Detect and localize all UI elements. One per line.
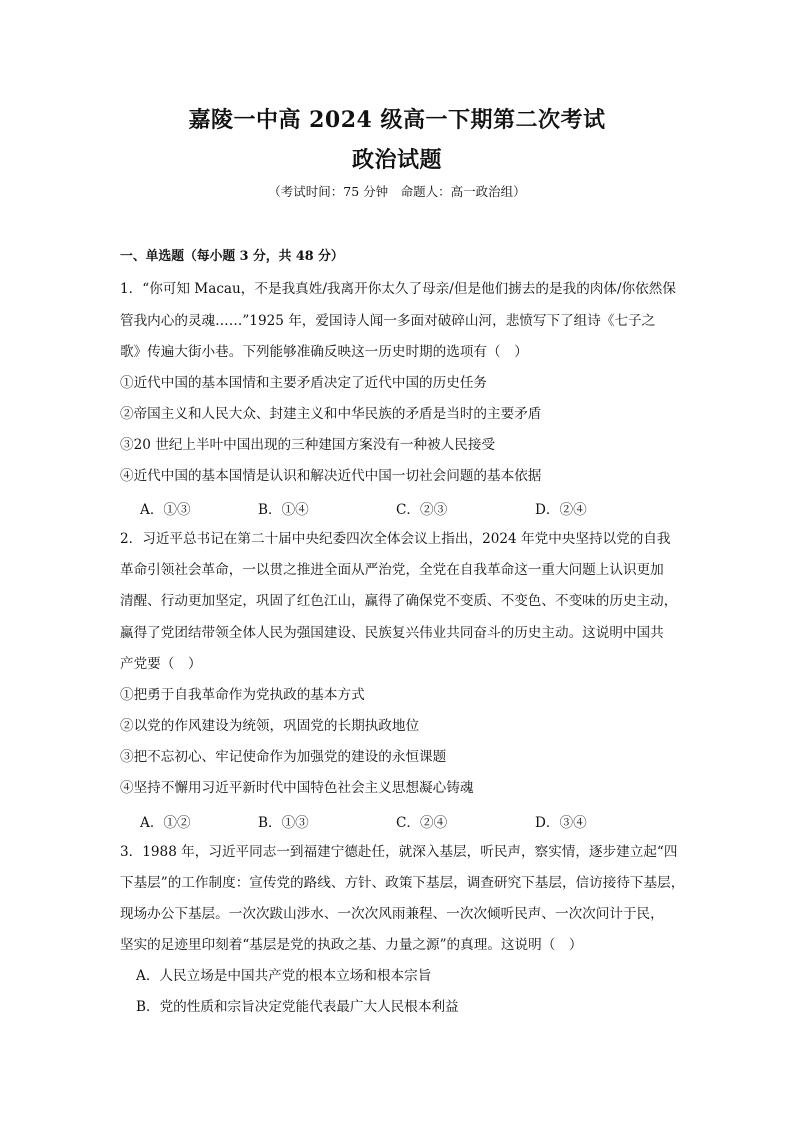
question-stem-line: 现场办公下基层。一次次跋山涉水、一次次风雨兼程、一次次倾听民声、一次次问计于民，: [120, 906, 664, 922]
option-c[interactable]: C．②④: [396, 815, 448, 831]
section-heading: 一、单选题（每小题 3 分，共 48 分）: [120, 249, 344, 264]
question-stem-line: 坚实的足迹里印刻着“基层是党的执政之基、力量之源”的真理。这说明（ ）: [120, 937, 583, 953]
statement-item: ②以党的作风建设为统领，巩固党的长期执政地位: [120, 718, 420, 734]
question-stem-line: 下基层”的工作制度：宣传党的路线、方针、政策下基层，调查研究下基层，信访接待下基层，: [120, 875, 685, 891]
option-b[interactable]: B．①③: [258, 815, 309, 831]
statement-item: ④坚持不懈用习近平新时代中国特色社会主义思想凝心铸魂: [120, 780, 474, 796]
option-b[interactable]: B．①④: [258, 502, 309, 518]
question-stem-line: 2．习近平总书记在第二十届中央纪委四次全体会议上指出，2024 年党中央坚持以党的自我: [120, 531, 671, 547]
statement-item: ①把勇于自我革命作为党执政的基本方式: [120, 687, 365, 703]
option-c[interactable]: C．②③: [396, 502, 448, 518]
option-d[interactable]: D．③④: [535, 815, 587, 831]
statement-item: ②帝国主义和人民大众、封建主义和中华民族的矛盾是当时的主要矛盾: [120, 406, 542, 422]
question-stem-line: 1．“你可知 Macau，不是我真姓/我离开你太久了母亲/但是他们掳去的是我的肉体/你依然保: [120, 281, 676, 297]
option-a[interactable]: A．人民立场是中国共产党的根本立场和根本宗旨: [136, 968, 432, 984]
statement-item: ①近代中国的基本国情和主要矛盾决定了近代中国的历史任务: [120, 375, 488, 391]
statement-item: ③20 世纪上半叶中国出现的三种建国方案没有一种被人民接受: [120, 437, 496, 453]
statement-item: ③把不忘初心、牢记使命作为加强党的建设的永恒课题: [120, 749, 447, 765]
answer-options: [140, 811, 660, 829]
question-stem-line: 管我内心的灵魂……”1925 年，爱国诗人闻一多面对破碎山河，悲愤写下了组诗《七子之: [120, 313, 656, 329]
question-stem-line: 革命引领社会革命，一以贯之推进全面从严治党，全党在自我革命这一重大问题上认识更加: [120, 562, 664, 578]
option-b[interactable]: B．党的性质和宗旨决定党能代表最广大人民根本利益: [136, 999, 459, 1015]
option-a[interactable]: A．①③: [140, 502, 191, 518]
exam-title: 嘉陵一中高 2024 级高一下期第二次考试: [188, 107, 606, 133]
question-stem-line: 3．1988 年，习近平同志一到福建宁德赴任，就深入基层，听民声，察实情，逐步建立起“四: [120, 844, 678, 860]
answer-options: [140, 498, 660, 516]
exam-info: （考试时间：75 分钟 命题人：高一政治组）: [268, 184, 526, 199]
question-stem-line: 清醒、行动更加坚定，巩固了红色江山，赢得了确保党不变质、不变色、不变味的历史主动，: [120, 593, 678, 609]
question-stem-line: 赢得了党团结带领全体人民为强国建设、民族复兴伟业共同奋斗的历史主动。这说明中国共: [120, 625, 664, 641]
subject-title: 政治试题: [351, 147, 442, 173]
option-a[interactable]: A．①②: [140, 815, 191, 831]
statement-item: ④近代中国的基本国情是认识和解决近代中国一切社会问题的基本依据: [120, 468, 542, 484]
question-stem-line: 歌》传遍大街小巷。下列能够准确反映这一历史时期的选项有（ ）: [120, 344, 528, 360]
question-stem-line: 产党要（ ）: [120, 656, 202, 672]
option-d[interactable]: D．②④: [535, 502, 587, 518]
